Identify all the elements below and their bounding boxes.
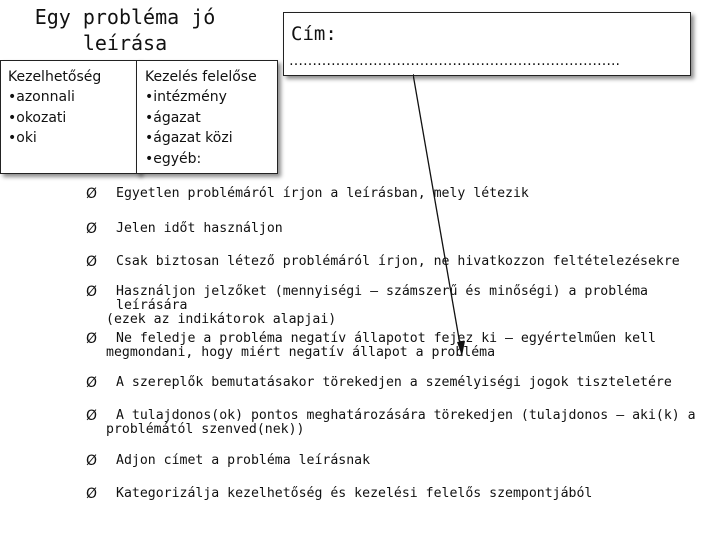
kezelhetoseg-item: •okozati (8, 109, 67, 126)
kezeles-felelose-box (136, 60, 278, 174)
bullet-arrow-icon: Ø (86, 331, 98, 347)
kezelhetoseg-box (0, 60, 140, 174)
guideline-text: Használjon jelzőket (mennyiségi – számszerű és minőségi) a probléma leírására (116, 284, 648, 313)
guideline-text: Jelen időt használjon (116, 221, 283, 236)
bullet-arrow-icon: Ø (86, 254, 98, 270)
kezelhetoseg-item: •azonnali (8, 89, 75, 105)
cim-placeholder-dots: …………………………………………………………….. (289, 53, 620, 69)
kezeles-felelose-item: •egyéb: (145, 150, 202, 167)
bullet-arrow-icon: Ø (86, 221, 98, 237)
guideline-text: Csak biztosan létező problémáról írjon, ne hivatkozzon feltételezésekre (116, 254, 680, 269)
guideline-text: A tulajdonos(ok) pontos meghatározására törekedjen (tulajdonos – aki(k) a (116, 408, 696, 423)
bullet-arrow-icon: Ø (86, 186, 98, 202)
bullet-arrow-icon: Ø (86, 284, 98, 300)
guideline-text: Ne feledje a probléma negatív állapotot fejez ki – egyértelműen kell (116, 331, 656, 346)
guideline-text: Kategorizálja kezelhetőség és kezelési felelős szempontjából (116, 486, 593, 501)
cim-label: Cím: (291, 23, 337, 45)
cim-box (283, 12, 691, 76)
kezeles-felelose-item: •ágazat (145, 109, 201, 126)
kezeles-felelose-heading: Kezelés felelőse (145, 69, 257, 85)
title-line-1: Egy probléma jó (34, 5, 216, 29)
kezelhetoseg-heading: Kezelhetőség (8, 69, 102, 85)
bullet-arrow-icon: Ø (86, 453, 98, 469)
title-line-2: leírása (82, 31, 168, 55)
guideline-text: Adjon címet a probléma leírásnak (116, 453, 371, 468)
bullet-arrow-icon: Ø (86, 375, 98, 391)
kezelhetoseg-item: •oki (8, 130, 37, 146)
bullet-arrow-icon: Ø (86, 486, 98, 502)
guideline-text-continued: megmondani, hogy miért negatív állapot a probléma (106, 345, 496, 360)
kezeles-felelose-item: •ágazat közi (145, 130, 233, 146)
slide-title (0, 4, 250, 56)
guideline-text: Egyetlen problémáról írjon a leírásban, mely létezik (116, 186, 529, 201)
kezeles-felelose-item: •intézmény (145, 89, 227, 105)
guideline-text-continued: problémától szenved(nek)) (106, 422, 305, 437)
guideline-text-continued: (ezek az indikátorok alapjai) (106, 312, 337, 327)
guideline-text: A szereplők bemutatásakor törekedjen a személyiségi jogok tiszteletére (116, 375, 672, 390)
bullet-arrow-icon: Ø (86, 408, 98, 424)
